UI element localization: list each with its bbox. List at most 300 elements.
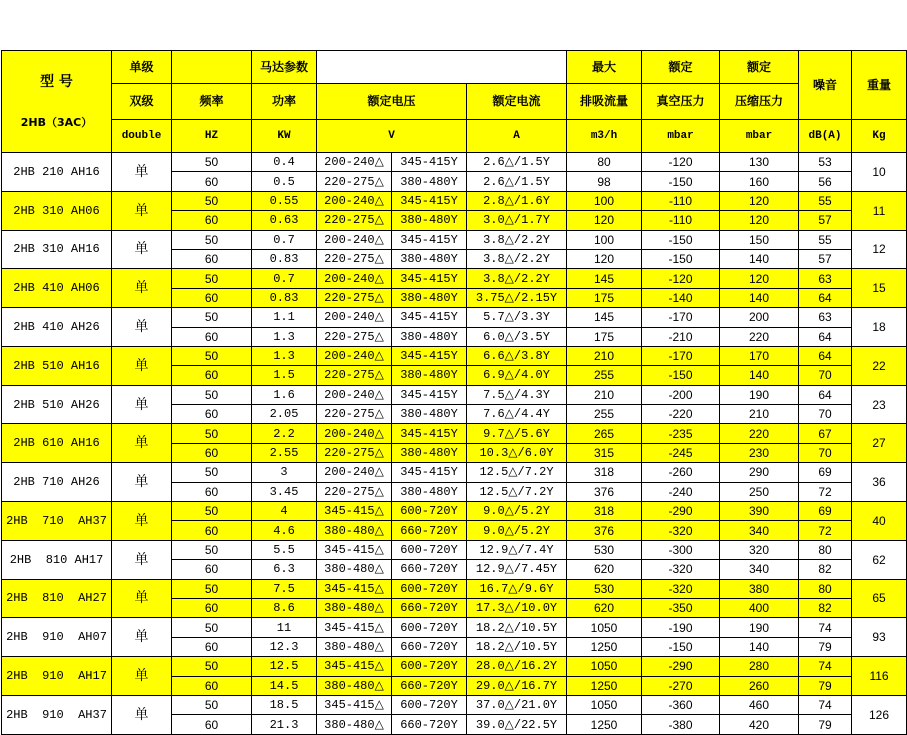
compression-cell: 340 [720, 560, 799, 579]
table-row [2, 308, 907, 327]
weight-cell: 10 [852, 153, 907, 192]
weight-cell: 11 [852, 191, 907, 230]
power-cell: 0.63 [252, 211, 317, 230]
voltage-delta-cell: 200-240△ [317, 269, 392, 288]
noise-cell: 79 [799, 637, 852, 656]
model-cell: 2HB 910 AH17 [2, 657, 112, 696]
vacuum-cell: -140 [642, 288, 720, 307]
voltage-delta-cell: 345-415△ [317, 502, 392, 521]
table-row [2, 191, 907, 210]
flow-cell: 530 [567, 540, 642, 559]
voltage-y-cell: 345-415Y [392, 463, 467, 482]
current-cell: 3.75△/2.15Y [467, 288, 567, 307]
current-cell: 6.0△/3.5Y [467, 327, 567, 346]
flow-cell: 620 [567, 560, 642, 579]
power-cell: 1.6 [252, 385, 317, 404]
current-cell: 2.8△/1.6Y [467, 191, 567, 210]
current-cell: 2.6△/1.5Y [467, 153, 567, 172]
power-cell: 7.5 [252, 579, 317, 598]
vacuum-cell: -240 [642, 482, 720, 501]
voltage-y-cell: 380-480Y [392, 211, 467, 230]
compression-cell: 400 [720, 598, 799, 617]
unit-vacuum: mbar [642, 120, 720, 153]
noise-cell: 80 [799, 579, 852, 598]
unit-stage: double [112, 120, 172, 153]
header-noise: 噪音 [799, 51, 852, 120]
table-row [2, 269, 907, 288]
frequency-cell: 50 [172, 269, 252, 288]
voltage-y-cell: 345-415Y [392, 153, 467, 172]
compression-cell: 190 [720, 385, 799, 404]
power-cell: 18.5 [252, 695, 317, 714]
voltage-delta-cell: 220-275△ [317, 366, 392, 385]
voltage-delta-cell: 200-240△ [317, 191, 392, 210]
vacuum-cell: -320 [642, 560, 720, 579]
voltage-delta-cell: 345-415△ [317, 540, 392, 559]
model-cell: 2HB 810 AH27 [2, 579, 112, 618]
weight-cell: 65 [852, 579, 907, 618]
voltage-delta-cell: 200-240△ [317, 153, 392, 172]
power-cell: 1.5 [252, 366, 317, 385]
header-row-2 [2, 83, 907, 119]
compression-cell: 120 [720, 211, 799, 230]
compression-cell: 130 [720, 153, 799, 172]
current-cell: 28.0△/16.2Y [467, 657, 567, 676]
current-cell: 5.7△/3.3Y [467, 308, 567, 327]
flow-cell: 620 [567, 598, 642, 617]
table-row [2, 579, 907, 598]
voltage-y-cell: 660-720Y [392, 521, 467, 540]
current-cell: 6.9△/4.0Y [467, 366, 567, 385]
flow-cell: 315 [567, 443, 642, 462]
noise-cell: 55 [799, 191, 852, 210]
current-cell: 12.5△/7.2Y [467, 463, 567, 482]
noise-cell: 67 [799, 424, 852, 443]
compression-cell: 200 [720, 308, 799, 327]
model-cell: 2HB 410 AH26 [2, 308, 112, 347]
flow-cell: 120 [567, 211, 642, 230]
noise-cell: 63 [799, 269, 852, 288]
frequency-cell: 60 [172, 443, 252, 462]
voltage-y-cell: 380-480Y [392, 366, 467, 385]
voltage-delta-cell: 220-275△ [317, 172, 392, 191]
unit-compression: mbar [720, 120, 799, 153]
current-cell: 16.7△/9.6Y [467, 579, 567, 598]
header-weight: 重量 [852, 51, 907, 120]
frequency-cell: 50 [172, 695, 252, 714]
header-row-units [2, 120, 907, 153]
frequency-cell: 60 [172, 715, 252, 734]
compression-cell: 220 [720, 424, 799, 443]
voltage-y-cell: 345-415Y [392, 191, 467, 210]
current-cell: 9.0△/5.2Y [467, 502, 567, 521]
stage-cell: 单 [112, 424, 172, 463]
unit-frequency: HZ [172, 120, 252, 153]
compression-cell: 210 [720, 405, 799, 424]
current-cell: 9.0△/5.2Y [467, 521, 567, 540]
compression-cell: 220 [720, 327, 799, 346]
frequency-cell: 50 [172, 540, 252, 559]
noise-cell: 70 [799, 443, 852, 462]
model-cell: 2HB 810 AH17 [2, 540, 112, 579]
voltage-delta-cell: 200-240△ [317, 346, 392, 365]
header-stage-double: 双级 [112, 83, 172, 119]
power-cell: 12.3 [252, 637, 317, 656]
frequency-cell: 50 [172, 657, 252, 676]
weight-cell: 15 [852, 269, 907, 308]
compression-cell: 150 [720, 230, 799, 249]
stage-cell: 单 [112, 230, 172, 269]
voltage-y-cell: 600-720Y [392, 657, 467, 676]
compression-cell: 280 [720, 657, 799, 676]
unit-power: KW [252, 120, 317, 153]
weight-cell: 23 [852, 385, 907, 424]
noise-cell: 80 [799, 540, 852, 559]
current-cell: 10.3△/6.0Y [467, 443, 567, 462]
compression-cell: 290 [720, 463, 799, 482]
voltage-y-cell: 600-720Y [392, 540, 467, 559]
noise-cell: 79 [799, 676, 852, 695]
flow-cell: 530 [567, 579, 642, 598]
current-cell: 18.2△/10.5Y [467, 637, 567, 656]
vacuum-cell: -245 [642, 443, 720, 462]
flow-cell: 98 [567, 172, 642, 191]
current-cell: 17.3△/10.0Y [467, 598, 567, 617]
voltage-y-cell: 380-480Y [392, 327, 467, 346]
compression-cell: 140 [720, 249, 799, 268]
current-cell: 3.0△/1.7Y [467, 211, 567, 230]
model-cell: 2HB 910 AH07 [2, 618, 112, 657]
vacuum-cell: -190 [642, 618, 720, 637]
weight-cell: 126 [852, 695, 907, 734]
model-cell: 2HB 710 AH26 [2, 463, 112, 502]
voltage-delta-cell: 220-275△ [317, 288, 392, 307]
weight-cell: 12 [852, 230, 907, 269]
flow-cell: 376 [567, 521, 642, 540]
noise-cell: 79 [799, 715, 852, 734]
voltage-y-cell: 380-480Y [392, 288, 467, 307]
header-flow: 排吸流量 [567, 83, 642, 119]
header-current: 额定电流 [467, 83, 567, 119]
weight-cell: 40 [852, 502, 907, 541]
power-cell: 3.45 [252, 482, 317, 501]
frequency-cell: 60 [172, 598, 252, 617]
table-row [2, 424, 907, 443]
compression-cell: 140 [720, 637, 799, 656]
power-cell: 12.5 [252, 657, 317, 676]
voltage-delta-cell: 380-480△ [317, 521, 392, 540]
flow-cell: 210 [567, 385, 642, 404]
flow-cell: 210 [567, 346, 642, 365]
noise-cell: 64 [799, 288, 852, 307]
frequency-cell: 60 [172, 327, 252, 346]
vacuum-cell: -120 [642, 269, 720, 288]
frequency-cell: 60 [172, 172, 252, 191]
stage-cell: 单 [112, 346, 172, 385]
power-cell: 6.3 [252, 560, 317, 579]
weight-cell: 93 [852, 618, 907, 657]
power-cell: 1.3 [252, 346, 317, 365]
frequency-cell: 50 [172, 579, 252, 598]
compression-cell: 460 [720, 695, 799, 714]
voltage-y-cell: 345-415Y [392, 346, 467, 365]
frequency-cell: 50 [172, 463, 252, 482]
noise-cell: 70 [799, 405, 852, 424]
power-cell: 0.5 [252, 172, 317, 191]
vacuum-cell: -170 [642, 346, 720, 365]
flow-cell: 1050 [567, 695, 642, 714]
header-vacuum: 真空压力 [642, 83, 720, 119]
weight-cell: 36 [852, 463, 907, 502]
noise-cell: 69 [799, 502, 852, 521]
flow-cell: 80 [567, 153, 642, 172]
frequency-cell: 50 [172, 153, 252, 172]
noise-cell: 53 [799, 153, 852, 172]
header-frequency: 频率 [172, 83, 252, 119]
power-cell: 4.6 [252, 521, 317, 540]
frequency-cell: 60 [172, 249, 252, 268]
stage-cell: 单 [112, 618, 172, 657]
vacuum-cell: -290 [642, 657, 720, 676]
unit-weight: Kg [852, 120, 907, 153]
flow-cell: 175 [567, 288, 642, 307]
weight-cell: 62 [852, 540, 907, 579]
model-cell: 2HB 510 AH16 [2, 346, 112, 385]
flow-cell: 1250 [567, 637, 642, 656]
power-cell: 0.7 [252, 230, 317, 249]
voltage-delta-cell: 200-240△ [317, 424, 392, 443]
vacuum-cell: -210 [642, 327, 720, 346]
header-power: 功率 [252, 83, 317, 119]
vacuum-cell: -110 [642, 191, 720, 210]
header-compression: 压缩压力 [720, 83, 799, 119]
table-row [2, 230, 907, 249]
voltage-y-cell: 660-720Y [392, 715, 467, 734]
voltage-delta-cell: 220-275△ [317, 211, 392, 230]
current-cell: 29.0△/16.7Y [467, 676, 567, 695]
frequency-cell: 50 [172, 502, 252, 521]
table-row [2, 540, 907, 559]
header-flow-top: 最大 [567, 51, 642, 84]
voltage-y-cell: 600-720Y [392, 579, 467, 598]
frequency-cell: 60 [172, 405, 252, 424]
vacuum-cell: -235 [642, 424, 720, 443]
model-cell: 2HB 710 AH37 [2, 502, 112, 541]
voltage-y-cell: 600-720Y [392, 618, 467, 637]
compression-cell: 230 [720, 443, 799, 462]
frequency-cell: 50 [172, 618, 252, 637]
compression-cell: 120 [720, 269, 799, 288]
vacuum-cell: -150 [642, 230, 720, 249]
current-cell: 6.6△/3.8Y [467, 346, 567, 365]
frequency-cell: 50 [172, 191, 252, 210]
vacuum-cell: -380 [642, 715, 720, 734]
compression-cell: 320 [720, 540, 799, 559]
header-motor-params: 马达参数 [252, 51, 317, 84]
power-cell: 2.05 [252, 405, 317, 424]
voltage-delta-cell: 200-240△ [317, 463, 392, 482]
header-voltage: 额定电压 [317, 83, 467, 119]
noise-cell: 57 [799, 249, 852, 268]
vacuum-cell: -150 [642, 172, 720, 191]
frequency-cell: 50 [172, 230, 252, 249]
table-row [2, 657, 907, 676]
voltage-y-cell: 380-480Y [392, 172, 467, 191]
table-row [2, 618, 907, 637]
model-cell: 2HB 510 AH26 [2, 385, 112, 424]
voltage-y-cell: 345-415Y [392, 308, 467, 327]
flow-cell: 1250 [567, 676, 642, 695]
voltage-delta-cell: 220-275△ [317, 405, 392, 424]
header-model-sub: 2HB（3AC） [20, 116, 93, 129]
current-cell: 39.0△/22.5Y [467, 715, 567, 734]
noise-cell: 69 [799, 463, 852, 482]
current-cell: 9.7△/5.6Y [467, 424, 567, 443]
vacuum-cell: -290 [642, 502, 720, 521]
voltage-y-cell: 345-415Y [392, 385, 467, 404]
power-cell: 4 [252, 502, 317, 521]
header-row-1 [2, 51, 907, 84]
noise-cell: 70 [799, 366, 852, 385]
model-cell: 2HB 210 AH16 [2, 153, 112, 192]
power-cell: 1.1 [252, 308, 317, 327]
table-row [2, 153, 907, 172]
noise-cell: 82 [799, 598, 852, 617]
power-cell: 5.5 [252, 540, 317, 559]
flow-cell: 318 [567, 463, 642, 482]
voltage-y-cell: 600-720Y [392, 502, 467, 521]
current-cell: 12.9△/7.45Y [467, 560, 567, 579]
voltage-y-cell: 380-480Y [392, 249, 467, 268]
voltage-delta-cell: 380-480△ [317, 560, 392, 579]
vacuum-cell: -120 [642, 153, 720, 172]
unit-flow: m3/h [567, 120, 642, 153]
flow-cell: 100 [567, 230, 642, 249]
noise-cell: 72 [799, 521, 852, 540]
header-blank-freq [172, 51, 252, 84]
frequency-cell: 60 [172, 560, 252, 579]
noise-cell: 64 [799, 327, 852, 346]
vacuum-cell: -110 [642, 211, 720, 230]
flow-cell: 120 [567, 249, 642, 268]
weight-cell: 116 [852, 657, 907, 696]
current-cell: 2.6△/1.5Y [467, 172, 567, 191]
power-cell: 1.3 [252, 327, 317, 346]
vacuum-cell: -360 [642, 695, 720, 714]
voltage-delta-cell: 200-240△ [317, 308, 392, 327]
voltage-delta-cell: 200-240△ [317, 385, 392, 404]
voltage-delta-cell: 380-480△ [317, 676, 392, 695]
vacuum-cell: -260 [642, 463, 720, 482]
model-cell: 2HB 910 AH37 [2, 695, 112, 734]
model-cell: 2HB 310 AH06 [2, 191, 112, 230]
voltage-y-cell: 345-415Y [392, 424, 467, 443]
compression-cell: 140 [720, 366, 799, 385]
frequency-cell: 60 [172, 676, 252, 695]
weight-cell: 22 [852, 346, 907, 385]
voltage-y-cell: 380-480Y [392, 443, 467, 462]
table-row [2, 346, 907, 365]
current-cell: 3.8△/2.2Y [467, 269, 567, 288]
power-cell: 3 [252, 463, 317, 482]
frequency-cell: 50 [172, 424, 252, 443]
flow-cell: 145 [567, 308, 642, 327]
vacuum-cell: -200 [642, 385, 720, 404]
voltage-y-cell: 660-720Y [392, 560, 467, 579]
header-vacuum-top: 额定 [642, 51, 720, 84]
vacuum-cell: -320 [642, 521, 720, 540]
power-cell: 0.83 [252, 249, 317, 268]
vacuum-cell: -150 [642, 249, 720, 268]
voltage-delta-cell: 220-275△ [317, 327, 392, 346]
voltage-delta-cell: 345-415△ [317, 579, 392, 598]
table-row [2, 463, 907, 482]
power-cell: 0.55 [252, 191, 317, 210]
table-body [2, 153, 907, 735]
frequency-cell: 60 [172, 366, 252, 385]
stage-cell: 单 [112, 269, 172, 308]
compression-cell: 390 [720, 502, 799, 521]
current-cell: 7.6△/4.4Y [467, 405, 567, 424]
vacuum-cell: -350 [642, 598, 720, 617]
stage-cell: 单 [112, 153, 172, 192]
power-cell: 0.7 [252, 269, 317, 288]
noise-cell: 74 [799, 657, 852, 676]
voltage-delta-cell: 380-480△ [317, 598, 392, 617]
compression-cell: 170 [720, 346, 799, 365]
header-model [2, 51, 112, 153]
power-cell: 11 [252, 618, 317, 637]
stage-cell: 单 [112, 579, 172, 618]
voltage-delta-cell: 380-480△ [317, 715, 392, 734]
voltage-delta-cell: 380-480△ [317, 637, 392, 656]
stage-cell: 单 [112, 463, 172, 502]
voltage-y-cell: 660-720Y [392, 598, 467, 617]
compression-cell: 190 [720, 618, 799, 637]
voltage-delta-cell: 220-275△ [317, 443, 392, 462]
voltage-y-cell: 380-480Y [392, 482, 467, 501]
noise-cell: 64 [799, 385, 852, 404]
noise-cell: 82 [799, 560, 852, 579]
power-cell: 21.3 [252, 715, 317, 734]
voltage-y-cell: 345-415Y [392, 230, 467, 249]
header-model-label: 型 号 [40, 74, 73, 90]
noise-cell: 74 [799, 618, 852, 637]
compression-cell: 380 [720, 579, 799, 598]
voltage-delta-cell: 345-415△ [317, 695, 392, 714]
current-cell: 3.8△/2.2Y [467, 249, 567, 268]
flow-cell: 1250 [567, 715, 642, 734]
stage-cell: 单 [112, 191, 172, 230]
flow-cell: 175 [567, 327, 642, 346]
frequency-cell: 50 [172, 346, 252, 365]
noise-cell: 57 [799, 211, 852, 230]
vacuum-cell: -150 [642, 637, 720, 656]
header-blank [317, 51, 567, 84]
table-row [2, 502, 907, 521]
compression-cell: 420 [720, 715, 799, 734]
current-cell: 37.0△/21.0Y [467, 695, 567, 714]
flow-cell: 255 [567, 366, 642, 385]
table-header [2, 51, 907, 153]
current-cell: 7.5△/4.3Y [467, 385, 567, 404]
power-cell: 0.83 [252, 288, 317, 307]
flow-cell: 376 [567, 482, 642, 501]
flow-cell: 145 [567, 269, 642, 288]
frequency-cell: 60 [172, 521, 252, 540]
model-cell: 2HB 310 AH16 [2, 230, 112, 269]
vacuum-cell: -270 [642, 676, 720, 695]
